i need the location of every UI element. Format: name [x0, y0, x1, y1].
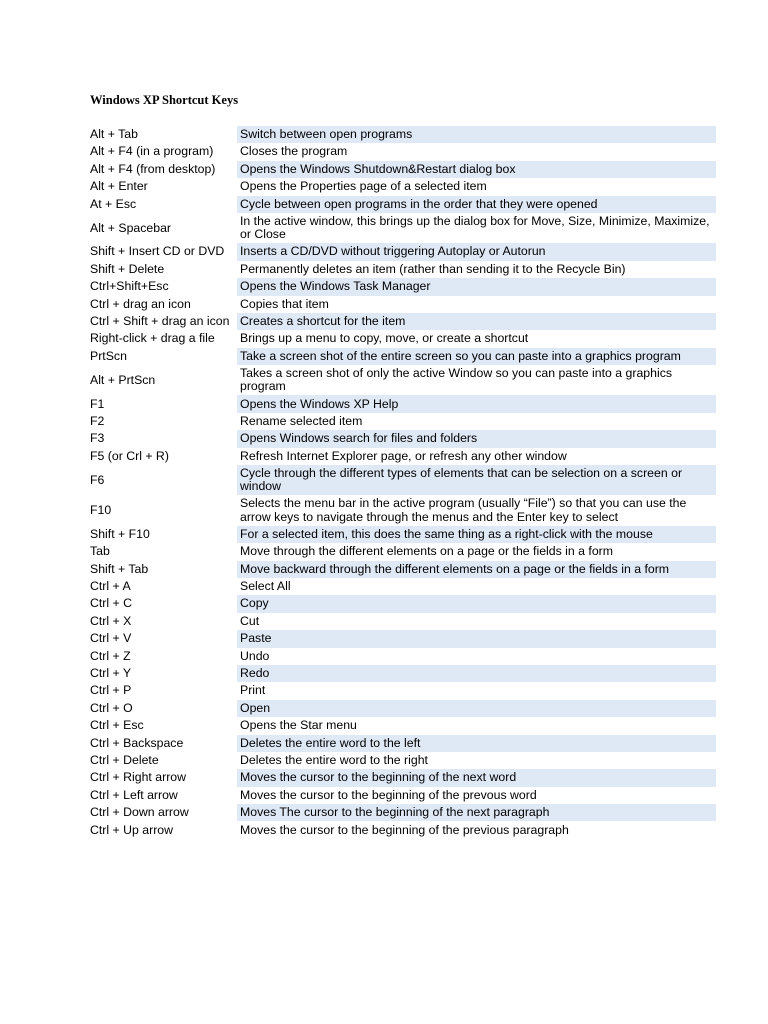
shortcut-description: Opens the Windows Shutdown&Restart dialog box	[237, 161, 716, 178]
table-row	[87, 613, 716, 630]
table-row	[87, 296, 716, 313]
table-row	[87, 648, 716, 665]
shortcut-key: Ctrl+Shift+Esc	[90, 279, 169, 294]
shortcut-key: Shift + Tab	[90, 561, 149, 576]
shortcut-table	[87, 126, 716, 839]
shortcut-key: PrtScn	[90, 348, 127, 363]
shortcut-key: Ctrl + Down arrow	[90, 805, 189, 820]
shortcut-key: F6	[90, 472, 105, 487]
shortcut-description: Moves The cursor to the beginning of the next paragraph	[237, 804, 716, 821]
shortcut-key: Ctrl + Backspace	[90, 735, 184, 750]
shortcut-description: For a selected item, this does the same thing as a right-click with the mouse	[237, 526, 716, 543]
table-row	[87, 213, 716, 243]
shortcut-key: F1	[90, 396, 105, 411]
shortcut-key: Ctrl + O	[90, 700, 133, 715]
table-row	[87, 526, 716, 543]
shortcut-description: Closes the program	[240, 144, 348, 159]
shortcut-key: Tab	[90, 544, 110, 559]
table-row	[87, 769, 716, 786]
shortcut-key: Alt + Spacebar	[90, 220, 172, 235]
shortcut-key: Ctrl + Delete	[90, 752, 159, 767]
shortcut-description: Move backward through the different elements on a page or the fields in a form	[237, 561, 716, 578]
table-row	[87, 278, 716, 295]
shortcut-description: Select All	[240, 579, 291, 594]
shortcut-description: Open	[237, 700, 716, 717]
shortcut-key: F10	[90, 503, 112, 518]
shortcut-key: F5 (or Crl + R)	[90, 448, 169, 463]
table-row	[87, 465, 716, 495]
shortcut-description: Creates a shortcut for the item	[237, 313, 716, 330]
table-row	[87, 682, 716, 699]
shortcut-key: Alt + F4 (in a program)	[90, 144, 214, 159]
shortcut-description: Paste	[237, 630, 716, 647]
shortcut-description: Take a screen shot of the entire screen so you can paste into a graphics program	[237, 348, 716, 365]
table-row	[87, 804, 716, 821]
shortcut-description: Permanently deletes an item (rather than sending it to the Recycle Bin)	[240, 261, 626, 276]
shortcut-description: Cycle through the different types of elements that can be selection on a screen or window	[237, 465, 716, 495]
shortcut-description: Opens the Star menu	[240, 718, 357, 733]
shortcut-key: F2	[90, 413, 105, 428]
table-row	[87, 543, 716, 560]
shortcut-description: Cut	[240, 613, 260, 628]
shortcut-key: Ctrl + C	[90, 596, 133, 611]
shortcut-description: Opens the Windows XP Help	[237, 395, 716, 412]
shortcut-key: Ctrl + Z	[90, 648, 131, 663]
shortcut-description: Print	[240, 683, 266, 698]
table-row	[87, 787, 716, 804]
shortcut-description: Inserts a CD/DVD without triggering Autoplay or Autorun	[237, 243, 716, 260]
shortcut-key: Ctrl + Right arrow	[90, 770, 187, 785]
table-row	[87, 578, 716, 595]
shortcut-key: Ctrl + drag an icon	[90, 296, 191, 311]
shortcut-description: Deletes the entire word to the left	[237, 735, 716, 752]
table-row	[87, 348, 716, 365]
table-row	[87, 665, 716, 682]
shortcut-key: Ctrl + Y	[90, 666, 132, 681]
table-row	[87, 430, 716, 447]
table-row	[87, 413, 716, 430]
shortcut-description: Deletes the entire word to the right	[240, 752, 428, 767]
shortcut-key: Alt + F4 (from desktop)	[90, 161, 216, 176]
table-row	[87, 821, 716, 838]
shortcut-key: Shift + F10	[90, 526, 150, 541]
shortcut-key: Ctrl + Left arrow	[90, 787, 178, 802]
shortcut-key: Alt + Enter	[90, 179, 148, 194]
shortcut-key: Ctrl + P	[90, 683, 132, 698]
shortcut-key: Ctrl + A	[90, 579, 131, 594]
shortcut-table-body	[87, 126, 716, 839]
table-row	[87, 365, 716, 395]
table-row	[87, 752, 716, 769]
shortcut-description: Refresh Internet Explorer page, or refresh any other window	[240, 448, 567, 463]
shortcut-key: Alt + Tab	[90, 127, 138, 142]
shortcut-key: Ctrl + Esc	[90, 718, 144, 733]
table-row	[87, 313, 716, 330]
shortcut-description: Redo	[237, 665, 716, 682]
page-title: Windows XP Shortcut Keys	[90, 93, 239, 107]
shortcut-description: Copy	[237, 595, 716, 612]
table-row	[87, 243, 716, 260]
table-row	[87, 330, 716, 347]
table-row	[87, 196, 716, 213]
shortcut-key: Alt + PrtScn	[90, 372, 156, 387]
shortcut-description: Switch between open programs	[237, 126, 716, 143]
table-row	[87, 126, 716, 143]
shortcut-description: Move through the different elements on a page or the fields in a form	[240, 544, 614, 559]
shortcut-description: Opens Windows search for files and folders	[237, 430, 716, 447]
shortcut-key: Shift + Delete	[90, 261, 165, 276]
shortcut-description: Opens the Properties page of a selected item	[240, 179, 487, 194]
table-row	[87, 395, 716, 412]
table-row	[87, 700, 716, 717]
shortcut-key: Right-click + drag a file	[90, 331, 215, 346]
shortcut-description: In the active window, this brings up the dialog box for Move, Size, Minimize, Maximize, or Close	[240, 213, 710, 242]
table-row	[87, 595, 716, 612]
shortcut-description: Rename selected item	[240, 413, 363, 428]
table-row	[87, 735, 716, 752]
table-row	[87, 161, 716, 178]
shortcut-key: Ctrl + Shift + drag an icon	[90, 314, 230, 328]
table-row	[87, 561, 716, 578]
shortcut-description: Cycle between open programs in the order that they were opened	[237, 196, 716, 213]
shortcut-key: F3	[90, 431, 105, 446]
shortcut-description: Selects the menu bar in the active program (usually “File”) so that you can use the arrow keys to navigate through the menus and the Enter key to select	[240, 496, 687, 524]
table-row	[87, 178, 716, 195]
shortcut-description: Moves the cursor to the beginning of the next word	[237, 769, 716, 786]
shortcut-key: Ctrl + Up arrow	[90, 822, 174, 837]
shortcut-key: At + Esc	[90, 196, 137, 211]
shortcut-description: Takes a screen shot of only the active Window so you can paste into a graphics program	[240, 366, 672, 394]
shortcut-key: Shift + Insert CD or DVD	[90, 244, 225, 259]
shortcut-description: Opens the Windows Task Manager	[237, 278, 716, 295]
shortcut-key: Ctrl + V	[90, 631, 132, 646]
shortcut-description: Moves the cursor to the beginning of the prevous word	[240, 787, 537, 802]
shortcut-description: Undo	[240, 648, 270, 663]
table-row	[87, 630, 716, 647]
table-row	[87, 448, 716, 465]
table-row	[87, 143, 716, 160]
shortcut-description: Brings up a menu to copy, move, or create a shortcut	[240, 331, 529, 346]
shortcut-key: Ctrl + X	[90, 613, 132, 628]
table-row	[87, 261, 716, 278]
table-row	[87, 495, 716, 525]
shortcut-description: Copies that item	[240, 296, 329, 311]
table-row	[87, 717, 716, 734]
shortcut-description: Moves the cursor to the beginning of the previous paragraph	[240, 822, 569, 837]
